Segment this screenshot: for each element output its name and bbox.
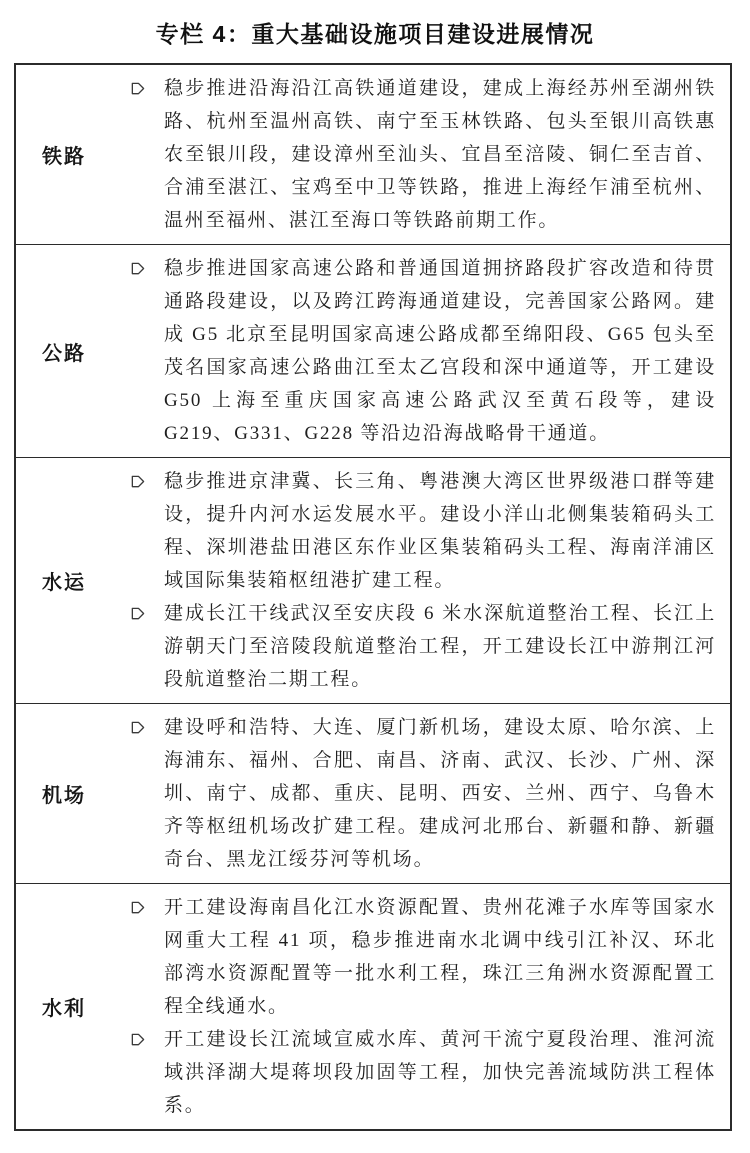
pentagon-bullet-icon <box>130 720 145 735</box>
page-title: 专栏 4：重大基础设施项目建设进展情况 <box>155 21 595 47</box>
pentagon-bullet-icon <box>130 81 145 96</box>
bullet-text: 稳步推进京津冀、长三角、粤港澳大湾区世界级港口群等建设，提升内河水运发展水平。建设小洋山北侧集装箱码头工程、深圳港盐田港区东作业区集装箱码头工程、海南洋浦区域国际集装箱枢纽港扩建工程。 <box>164 471 716 591</box>
bullet-item <box>112 465 716 597</box>
row-content <box>112 704 731 884</box>
table-body <box>15 64 731 1130</box>
row-label: 水运 <box>15 458 112 704</box>
bullet-item <box>112 252 716 450</box>
pentagon-bullet-icon <box>130 1032 145 1047</box>
table-row <box>15 245 731 458</box>
row-label: 机场 <box>15 704 112 884</box>
bullet-item <box>112 597 716 696</box>
row-content <box>112 884 731 1131</box>
row-content <box>112 245 731 458</box>
table-row <box>15 458 731 704</box>
table-row <box>15 884 731 1131</box>
bullet-text: 开工建设长江流域宣威水库、黄河干流宁夏段治理、淮河流域洪泽湖大堤蒋坝段加固等工程，加快完善流域防洪工程体系。 <box>164 1029 716 1116</box>
bullet-item <box>112 891 716 1023</box>
table-row <box>15 704 731 884</box>
bullet-text: 建设呼和浩特、大连、厦门新机场，建设太原、哈尔滨、上海浦东、福州、合肥、南昌、济南、武汉、长沙、广州、深圳、南宁、成都、重庆、昆明、西安、兰州、西宁、乌鲁木齐等枢纽机场改扩建工程。建成河北邢台、新疆和静、新疆奇台、黑龙江绥芬河等机场。 <box>164 717 716 870</box>
bullet-text: 建成长江干线武汉至安庆段 6 米水深航道整治工程、长江上游朝天门至涪陵段航道整治工程，开工建设长江中游荆江河段航道整治二期工程。 <box>164 603 716 690</box>
row-label: 水利 <box>15 884 112 1131</box>
bullet-text: 稳步推进国家高速公路和普通国道拥挤路段扩容改造和待贯通路段建设，以及跨江跨海通道建设，完善国家公路网。建成 G5 北京至昆明国家高速公路成都至绵阳段、G65 包头至茂名国家高速公路曲江至太乙宫段和深中通道等，开工建设 G50 上海至重庆国家高速公路武汉至黄石段等，建设 G219、G331、G228 等沿边沿海战略骨干通道。 <box>164 258 716 444</box>
infrastructure-progress-table <box>14 63 732 1131</box>
bullet-item <box>112 711 716 876</box>
pentagon-bullet-icon <box>130 900 145 915</box>
table-row <box>15 64 731 245</box>
row-content <box>112 64 731 245</box>
bullet-item <box>112 72 716 237</box>
bullet-text: 稳步推进沿海沿江高铁通道建设，建成上海经苏州至湖州铁路、杭州至温州高铁、南宁至玉林铁路、包头至银川高铁惠农至银川段，建设漳州至汕头、宜昌至涪陵、铜仁至吉首、合浦至湛江、宝鸡至中卫等铁路，推进上海经乍浦至杭州、温州至福州、湛江至海口等铁路前期工作。 <box>164 78 716 231</box>
pentagon-bullet-icon <box>130 261 145 276</box>
row-content <box>112 458 731 704</box>
bullet-item <box>112 1023 716 1122</box>
row-label: 公路 <box>15 245 112 458</box>
row-label: 铁路 <box>42 146 86 168</box>
bullet-text: 开工建设海南昌化江水资源配置、贵州花滩子水库等国家水网重大工程 41 项，稳步推进南水北调中线引江补汉、环北部湾水资源配置等一批水利工程，珠江三角洲水资源配置工程全线通水。 <box>164 897 716 1017</box>
pentagon-bullet-icon <box>130 606 145 621</box>
pentagon-bullet-icon <box>130 474 145 489</box>
